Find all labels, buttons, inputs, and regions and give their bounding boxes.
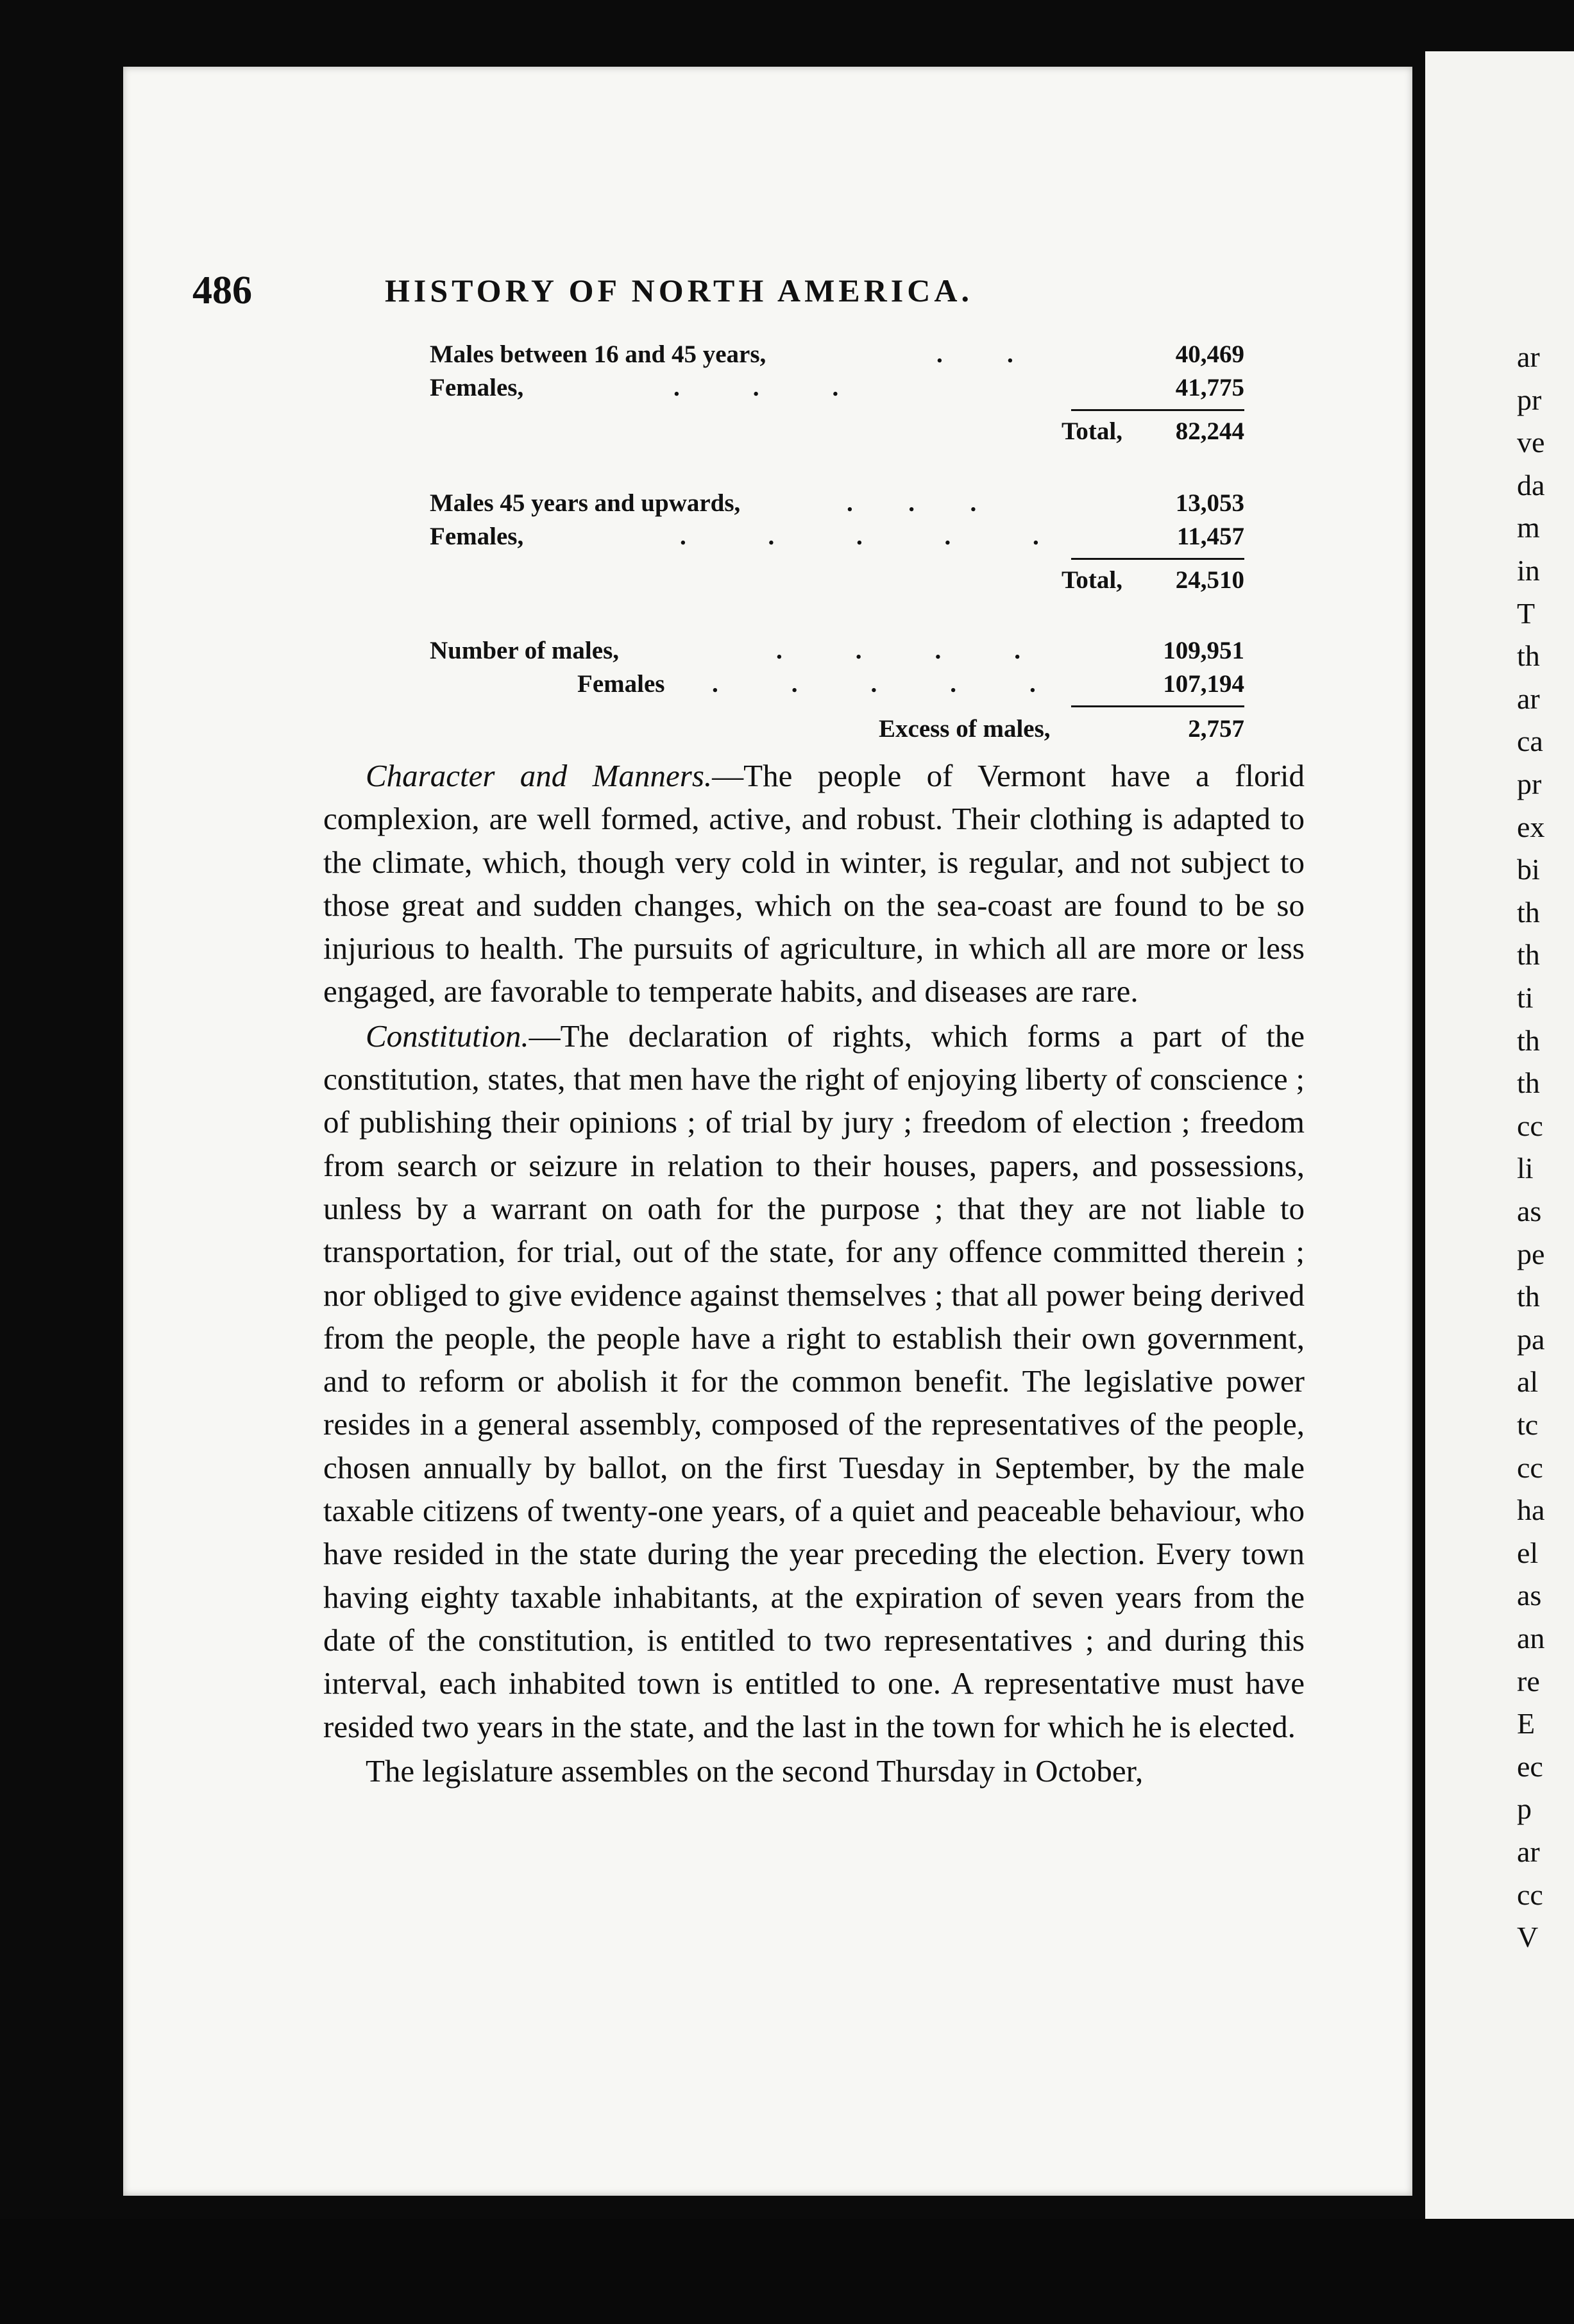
section-heading: Character and Manners. — [366, 758, 713, 793]
row-value: 11,457 — [1176, 523, 1244, 550]
running-title: HISTORY OF NORTH AMERICA. — [385, 273, 973, 308]
paragraph-legislature — [323, 1749, 1305, 1792]
paragraph-constitution — [323, 1015, 1305, 1748]
section-heading: Constitution. — [366, 1018, 529, 1054]
leader-dots: . . . . . — [680, 523, 1042, 550]
table-row-total — [430, 417, 1244, 449]
facing-page-fragment: el — [1517, 1536, 1539, 1569]
leader-dots: . . . . — [776, 637, 1023, 664]
sum-rule — [1071, 409, 1244, 411]
paragraph-character — [323, 754, 1305, 1013]
facing-page-fragment: th — [1517, 895, 1540, 929]
facing-page-fragment: T — [1517, 596, 1536, 630]
facing-page-fragment: th — [1517, 1023, 1540, 1057]
table-row — [430, 489, 1244, 521]
row-value: 82,244 — [1175, 417, 1244, 445]
facing-page-fragment: p — [1517, 1792, 1532, 1826]
facing-page-fragment: pe — [1517, 1237, 1545, 1270]
facing-page-edge — [1425, 51, 1574, 2232]
facing-page-fragment: th — [1517, 938, 1540, 972]
facing-page-fragment: ar — [1517, 341, 1540, 373]
facing-page-fragment: E — [1517, 1707, 1536, 1740]
leader-dots: . . . . . — [712, 670, 1038, 698]
row-label: Males between 16 and 45 years, — [430, 341, 766, 368]
facing-page-fragment: ar — [1517, 1835, 1540, 1868]
row-value: 41,775 — [1175, 374, 1244, 401]
leader-dots: . . . — [673, 374, 842, 401]
table-row-total — [430, 566, 1244, 598]
facing-page-fragment: pr — [1517, 768, 1542, 800]
table-row — [430, 669, 1244, 702]
facing-page-fragment: th — [1517, 639, 1540, 673]
table-row — [430, 340, 1244, 372]
scan-border — [0, 2219, 1574, 2324]
facing-page-fragment: pr — [1517, 383, 1542, 416]
table-row — [430, 373, 1244, 405]
facing-page-fragment: as — [1517, 1579, 1542, 1612]
facing-page-fragment: ha — [1517, 1494, 1545, 1527]
facing-page-fragment: al — [1517, 1365, 1539, 1399]
row-value: 13,053 — [1175, 489, 1244, 517]
row-label: Males 45 years and upwards, — [430, 489, 741, 517]
facing-page-fragment: V — [1517, 1921, 1539, 1954]
facing-page-fragment: bi — [1517, 853, 1540, 886]
leader-dots: . . . — [847, 489, 979, 517]
table-row-total — [430, 714, 1244, 746]
facing-page-fragment: ec — [1517, 1749, 1543, 1783]
row-value: 107,194 — [1163, 670, 1244, 698]
facing-page-fragment: ve — [1517, 426, 1545, 459]
page-number: 486 — [192, 269, 252, 312]
row-label: Females, — [430, 523, 524, 550]
page-header — [192, 268, 1090, 319]
table-row — [430, 522, 1244, 554]
facing-page-fragment: ti — [1517, 981, 1534, 1014]
facing-page-fragment: an — [1517, 1622, 1545, 1655]
row-value: 109,951 — [1163, 637, 1244, 664]
paragraph-text: The legislature assembles on the second Thursday in October, — [366, 1753, 1144, 1789]
row-label: Total, — [1062, 566, 1123, 594]
body-text — [323, 754, 1305, 1794]
paragraph-text: —The declaration of rights, which forms a part of the constitution, states, that men have the right of enjoying liberty of conscience ; of publishing their opinions ; of trial by jury ; freedom of election ; freedom from search or seizure in relation to their houses, papers, and possessions, unless by a warrant on oath for the purpose ; that they are not liable to transportation, for trial, out of the state, for any offence committed therein ; nor obliged to give evidence against themselves ; that all power being derived from the people, the people have a right to establish their own government, and to reform or abolish it for the common benefit. The legislative power resides in a general assembly, composed of the representatives of the people, chosen annually by ballot, on the first Tuesday in September, by the male taxable citizens of twenty-one years, of a quiet and peaceable behaviour, who have resided in the state during the year preceding the election. Every town having eighty taxable inhabitants, at the expiration of seven years from the date of the constitution, is entitled to two representatives ; and during this interval, each inhabited town is entitled to one. A representative must have resided two years in the state, and the last in the town for which he is elected. — [323, 1018, 1305, 1744]
sum-rule — [1071, 705, 1244, 707]
facing-page-fragment: ca — [1517, 725, 1543, 758]
paragraph-text: —The people of Vermont have a florid complexion, are well formed, active, and robust. Their clothing is adapted to the climate, which, though very cold in winter, is regular, and not subject to those great and sudden changes, which on the sea-coast are found to be so injurious to health. The pursuits of agriculture, in which all are more or less engaged, are favorable to temperate habits, and diseases are rare. — [323, 758, 1305, 1009]
facing-page-fragment: m — [1517, 511, 1540, 544]
sum-rule — [1071, 558, 1244, 560]
facing-page-fragment: cc — [1517, 1451, 1543, 1484]
row-label: Females — [577, 670, 665, 698]
facing-page-fragment: pa — [1517, 1322, 1545, 1356]
facing-page-fragment: re — [1517, 1664, 1540, 1697]
facing-page-fragment: da — [1517, 468, 1545, 501]
row-label: Females, — [430, 374, 524, 401]
facing-page-fragment: cc — [1517, 1109, 1543, 1142]
facing-page-fragment: th — [1517, 1280, 1540, 1313]
facing-page-fragment: th — [1517, 1066, 1540, 1100]
leader-dots: . . — [936, 341, 1016, 368]
row-value: 40,469 — [1175, 341, 1244, 368]
row-label: Excess of males, — [879, 715, 1051, 743]
row-label: Total, — [1062, 417, 1123, 445]
table-row — [430, 636, 1244, 668]
facing-page-fragment: tc — [1517, 1408, 1539, 1441]
facing-page-fragment: li — [1517, 1152, 1534, 1185]
row-label: Number of males, — [430, 637, 619, 664]
facing-page-fragment: ar — [1517, 682, 1540, 715]
facing-page-fragment: as — [1517, 1195, 1542, 1227]
facing-page-fragment: ex — [1517, 810, 1545, 843]
row-value: 2,757 — [1188, 715, 1244, 743]
row-value: 24,510 — [1175, 566, 1244, 594]
facing-page-fragment: in — [1517, 554, 1540, 587]
facing-page-fragment: cc — [1517, 1878, 1543, 1911]
